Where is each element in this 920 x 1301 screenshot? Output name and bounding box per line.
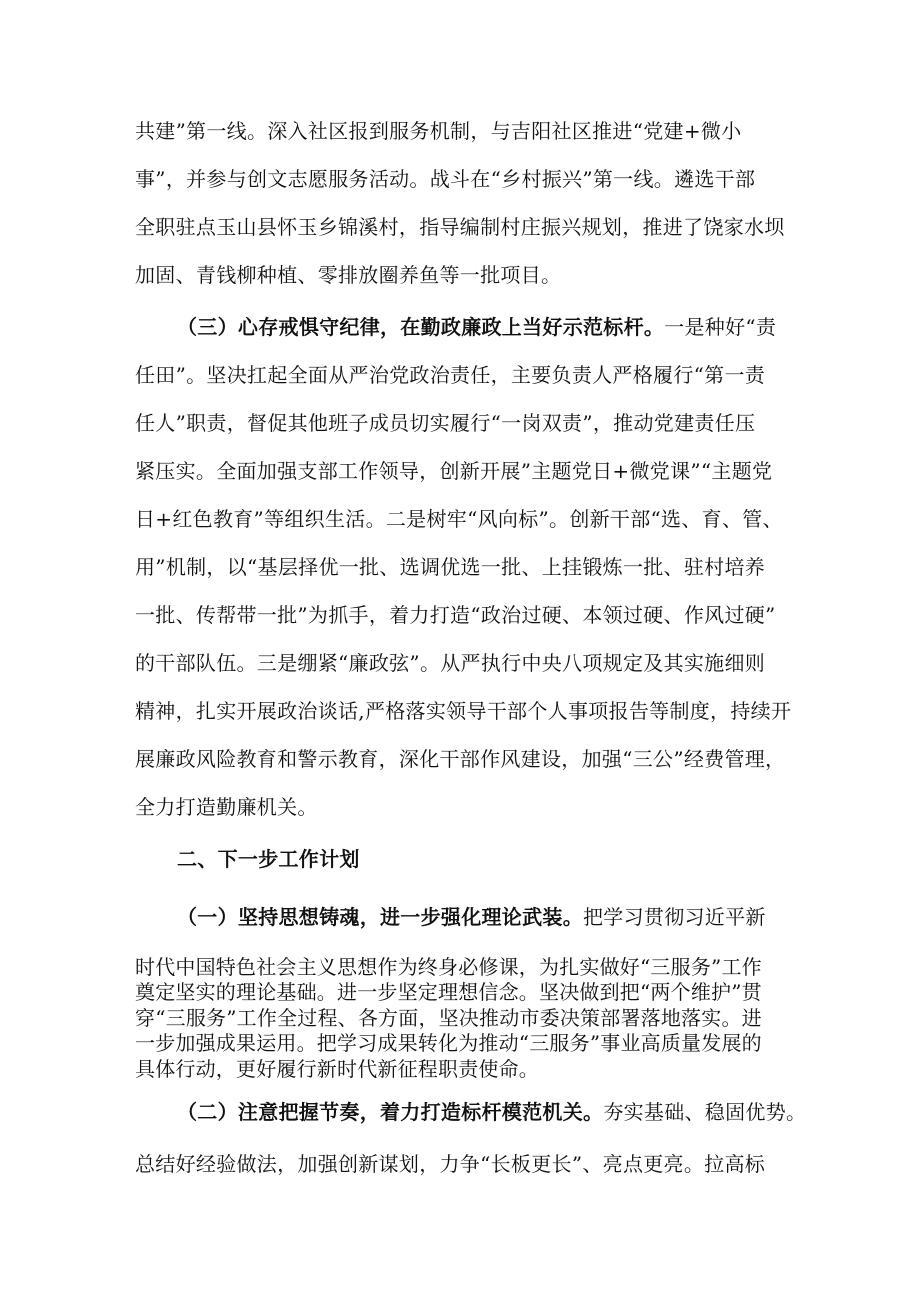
text-line: 时代中国特色社会主义思想作为终身必修课，为扎实做好“三服务”工作 — [135, 955, 762, 979]
text-line: 穿“三服务”工作全过程、各方面，坚决推动市委决策部署落地落实。进 — [135, 1006, 762, 1030]
text-line: 一步加强成果运用。把学习成果转化为推动“三服务”事业高质量发展的 — [135, 1031, 762, 1055]
paragraph-lead-line — [177, 313, 795, 341]
text-line: 具体行动，更好履行新时代新征程职责使命。 — [135, 1057, 539, 1081]
paragraph-lead-line — [177, 903, 795, 931]
text-line: 全力打造勤廉机关。 — [135, 795, 318, 819]
paragraph-lead-line — [177, 1098, 807, 1126]
text-line: 全职驻点玉山县怀玉乡锦溪村，指导编制村庄振兴规划，推进了饶家水坝 — [135, 215, 785, 239]
text-line: 加固、青钱柳种植、零排放圈养鱼等一批项目。 — [135, 263, 562, 287]
text-line: 紧压实。全面加强支部工作领导，创新开展”主题党日+微党课”“主题党 — [135, 459, 773, 483]
text-line: 精神，扎实开展政治谈话,严格落实领导干部个人事项报告等制度，持续开 — [135, 699, 792, 723]
text-line: 日+红色教育”等组织生活。二是树牢“风向标”。创新干部“选、育、管、 — [135, 507, 783, 531]
paragraph-lead-bold: （二）注意把握节奏，着力打造标杆模范机关。 — [177, 1100, 604, 1124]
text-line: 总结好经验做法，加强创新谋划，力争“长板更长”、亮点更亮。拉高标 — [135, 1152, 766, 1176]
text-line: 任田”。坚决扛起全面从严治党政治责任，主要负责人严格履行“第一责 — [135, 363, 766, 387]
paragraph-lead-bold: （三）心存戒惧守纪律，在勤政廉政上当好示范标杆。 — [177, 315, 665, 339]
text-line: 用”机制，以“基层择优一批、选调优选一批、上挂锻炼一批、驻村培养 — [135, 555, 766, 579]
section-heading: 二、下一步工作计划 — [177, 847, 360, 871]
paragraph-lead-rest: 一是种好“责 — [664, 315, 777, 339]
text-line: 任人”职责，督促其他班子成员切实履行“一岗双责”，推动党建责任压 — [135, 411, 756, 435]
text-line: 事”，并参与创文志愿服务活动。战斗在“乡村振兴”第一线。遴选干部 — [135, 167, 756, 191]
paragraph-lead-bold: （一）坚持思想铸魂，进一步强化理论武装。 — [177, 905, 583, 929]
text-line: 奠定坚实的理论基础。进一步坚定理想信念。坚决做到把“两个维护”贯 — [135, 980, 762, 1004]
paragraph-lead-rest: 把学习贯彻习近平新 — [583, 905, 766, 929]
text-line: 的干部队伍。三是绷紧“廉政弦”。从严执行中央八项规定及其实施细则 — [135, 651, 766, 675]
text-line: 一批、传帮带一批”为抓手，着力打造“政治过硬、本领过硬、作风过硬” — [135, 603, 776, 627]
text-line: 展廉政风险教育和警示教育，深化干部作风建设，加强“三公”经费管理， — [135, 747, 786, 771]
paragraph-lead-rest: 夯实基础、稳固优势。 — [603, 1100, 807, 1124]
text-line: 共建”第一线。深入社区报到服务机制，与吉阳社区推进“党建+微小 — [135, 119, 742, 143]
